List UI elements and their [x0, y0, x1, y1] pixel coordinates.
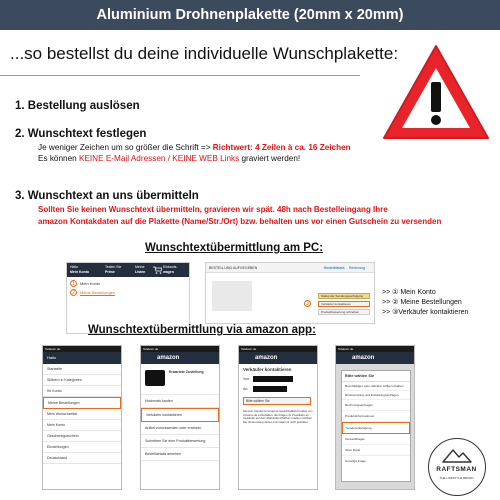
- menu-item-meine-bestellungen[interactable]: Meine Bestellungen: [43, 397, 121, 409]
- raftsman-logo: [428, 438, 486, 496]
- order-action[interactable]: Nochmals kaufen: [141, 395, 219, 408]
- phone-contact-screen: [238, 345, 318, 490]
- order-action[interactable]: Artikel zurücksenden oder ersetzen: [141, 422, 219, 435]
- topic-picker-dialog: [341, 370, 411, 482]
- select-row: [239, 394, 317, 408]
- redacted-from: [253, 376, 293, 382]
- amazon-app-bar: [239, 352, 317, 364]
- step-2-line-2: [38, 154, 300, 163]
- to-label: An:: [243, 387, 249, 391]
- order-details-link[interactable]: Bestelldetails: [324, 266, 345, 270]
- divider: [0, 75, 360, 76]
- order-header-label: BESTELLUNG AUFGEGEBEN: [209, 266, 258, 270]
- contact-title: Verkäufer kontaktieren: [243, 367, 292, 372]
- nav-prime[interactable]: Prime: [105, 270, 115, 274]
- step-2-slash: /: [167, 154, 171, 163]
- subtitle: ...so bestellst du deine individuelle Wunschplakette:: [10, 44, 399, 63]
- menu-item[interactable]: Ihr Konto: [43, 386, 121, 397]
- menu-item[interactable]: Stöbern in Kategorien: [43, 375, 121, 386]
- step-2-heading: 2. Wunschtext festlegen: [15, 128, 147, 140]
- nav-wagen[interactable]: wagen: [163, 270, 174, 274]
- page-title: Aluminium Drohnenplakette (20mm x 20mm): [96, 7, 404, 23]
- contact-seller-button[interactable]: [318, 301, 370, 307]
- step-3-heading: 3. Wunschtext an uns übermitteln: [15, 190, 199, 202]
- review-button[interactable]: [318, 309, 370, 315]
- step-2-guideline: Richtwert: 4 Zeilen à ca. 16 Zeichen: [212, 143, 351, 152]
- order-action-contact-seller[interactable]: Verkäufer kontaktieren: [141, 408, 219, 422]
- contact-seller-label: Verkäufer kontaktieren: [321, 302, 352, 306]
- product-thumbnail: [145, 370, 165, 386]
- nav-mein-konto[interactable]: Mein Konto: [70, 270, 90, 274]
- nav-listen[interactable]: Listen: [135, 270, 146, 274]
- step-2-no-web: KEINE WEB Links: [172, 154, 240, 163]
- picker-option[interactable]: Rechnungsanfragen: [342, 400, 410, 411]
- amazon-logo: amazon: [255, 355, 278, 361]
- nav-meine: Meine: [135, 265, 145, 269]
- order-summary: [141, 364, 219, 395]
- status-carrier: Telekom.de: [338, 347, 354, 351]
- marker-3: 3: [304, 300, 311, 307]
- picker-option[interactable]: Beschädigter oder defekter Artikel erhalten: [342, 382, 410, 391]
- amazon-logo: amazon: [352, 355, 375, 361]
- mountain-icon: [441, 447, 473, 463]
- menu-header: [43, 352, 121, 364]
- tracking-button[interactable]: [318, 293, 370, 299]
- nav-testen-sie: Testen Sie: [105, 265, 122, 269]
- pc-screenshot-order: [205, 262, 375, 324]
- menu-item[interactable]: Startseite: [43, 364, 121, 375]
- invoice-link[interactable]: Rechnung: [349, 266, 365, 270]
- step-1-heading: 1. Bestellung auslösen: [15, 100, 140, 112]
- tracking-button-label: Status der Sendungsverfolgung: [321, 294, 364, 298]
- legend-item-2: >> ② Meine Bestellungen: [382, 299, 462, 306]
- status-carrier: Telekom.de: [45, 347, 61, 351]
- contact-note: Hinweis: Dieses Formular ist ausschließlich Kunden von Amazon.de vorbehalten, die Fragen zu Produkten an Verkäufer auf dem Marktplatz-Plattform stellen möchten. Die Verwendung dieses Formulars ist nicht gestattet.: [243, 409, 313, 424]
- menu-item[interactable]: Mein Konto: [43, 420, 121, 431]
- delivery-label: Erwartete Zustellung: [169, 370, 204, 374]
- menu-item[interactable]: Geschenkgutschein: [43, 431, 121, 442]
- status-carrier: Telekom.de: [241, 347, 257, 351]
- step-2-line-1-text: Je weniger Zeichen um so größer die Schrift =>: [38, 143, 211, 152]
- picker-option-sonderanfertigung[interactable]: Sonderanfertigung: [342, 422, 410, 434]
- marker-2: 2: [70, 289, 77, 296]
- app-section-title: Wunschtextübermittlung via amazon app:: [88, 324, 316, 336]
- step-2-line-2-a: Es können: [38, 154, 77, 163]
- step-3-line-1: Sollten Sie keinen Wunschtext übermitteln, gravieren wir spät. 48h nach Bestelleingang Ihre: [38, 205, 388, 214]
- order-action[interactable]: Schreiben Sie eine Produktbewertung: [141, 435, 219, 448]
- from-label: Von:: [243, 377, 251, 381]
- logo-tagline: THE LIFESTYLE BRAND: [439, 476, 474, 480]
- review-button-label: Produktbewertung schreiben: [321, 310, 360, 314]
- phone-topic-picker: [335, 345, 415, 490]
- menu-hallo: Hallo: [47, 355, 57, 360]
- to-row: [239, 384, 317, 394]
- status-carrier: Telekom.de: [143, 347, 159, 351]
- step-2-line-2-e: graviert werden!: [241, 154, 301, 163]
- picker-option[interactable]: Produktinformationen: [342, 411, 410, 422]
- step-3-line-2: amazon Kontakdaten auf die Plakette (Name/Str./Ort) bzw. behalten uns vor einen Gutschein zu versenden: [38, 217, 442, 226]
- marker-1: 1: [70, 280, 77, 287]
- nav-hallo: Hallo: [70, 265, 78, 269]
- menu-item[interactable]: Einstellungen: [43, 442, 121, 453]
- menu-item[interactable]: Mein Wunschzettel: [43, 409, 121, 420]
- picker-option[interactable]: Ihren Dank: [342, 445, 410, 456]
- menu-item[interactable]: Deutschland: [43, 453, 121, 464]
- pc-section-title: Wunschtextübermittlung am PC:: [145, 242, 324, 254]
- picker-option[interactable]: Rücksendung und Erstattungsanfragen: [342, 391, 410, 400]
- nav-einkaufs: Einkaufs-: [163, 265, 178, 269]
- picker-option[interactable]: Sonstige Frage: [345, 459, 366, 463]
- legend-item-3: >> ③Verkäufer kontaktieren: [382, 309, 469, 316]
- amazon-app-bar: [336, 352, 414, 364]
- picker-header: Bitte wählen Sie: [342, 371, 410, 382]
- topic-select-label: Bitte wählen Sie: [246, 399, 270, 403]
- from-row: [239, 374, 317, 384]
- link-mein-konto[interactable]: Mein Konto: [80, 281, 101, 286]
- redacted-to: [253, 386, 287, 392]
- cart-icon[interactable]: [153, 266, 162, 274]
- topic-select[interactable]: [243, 397, 311, 405]
- logo-name: RAFTSMAN: [436, 466, 477, 473]
- product-image-placeholder: [212, 281, 252, 311]
- phone-menu-screen: [42, 345, 122, 490]
- phone-order-screen: [140, 345, 220, 490]
- picker-option[interactable]: Versandfragen: [342, 434, 410, 445]
- amazon-logo: amazon: [157, 355, 180, 361]
- amazon-app-bar: [141, 352, 219, 364]
- step-2-line-1: [38, 143, 351, 152]
- step-2-no-email: KEINE E-Mail Adressen: [78, 154, 166, 163]
- legend-item-1: >> ① Mein Konto: [382, 289, 436, 296]
- link-meine-bestellungen[interactable]: Meine Bestellungen: [80, 290, 116, 295]
- order-action[interactable]: Bestelldetails ansehen: [141, 448, 219, 461]
